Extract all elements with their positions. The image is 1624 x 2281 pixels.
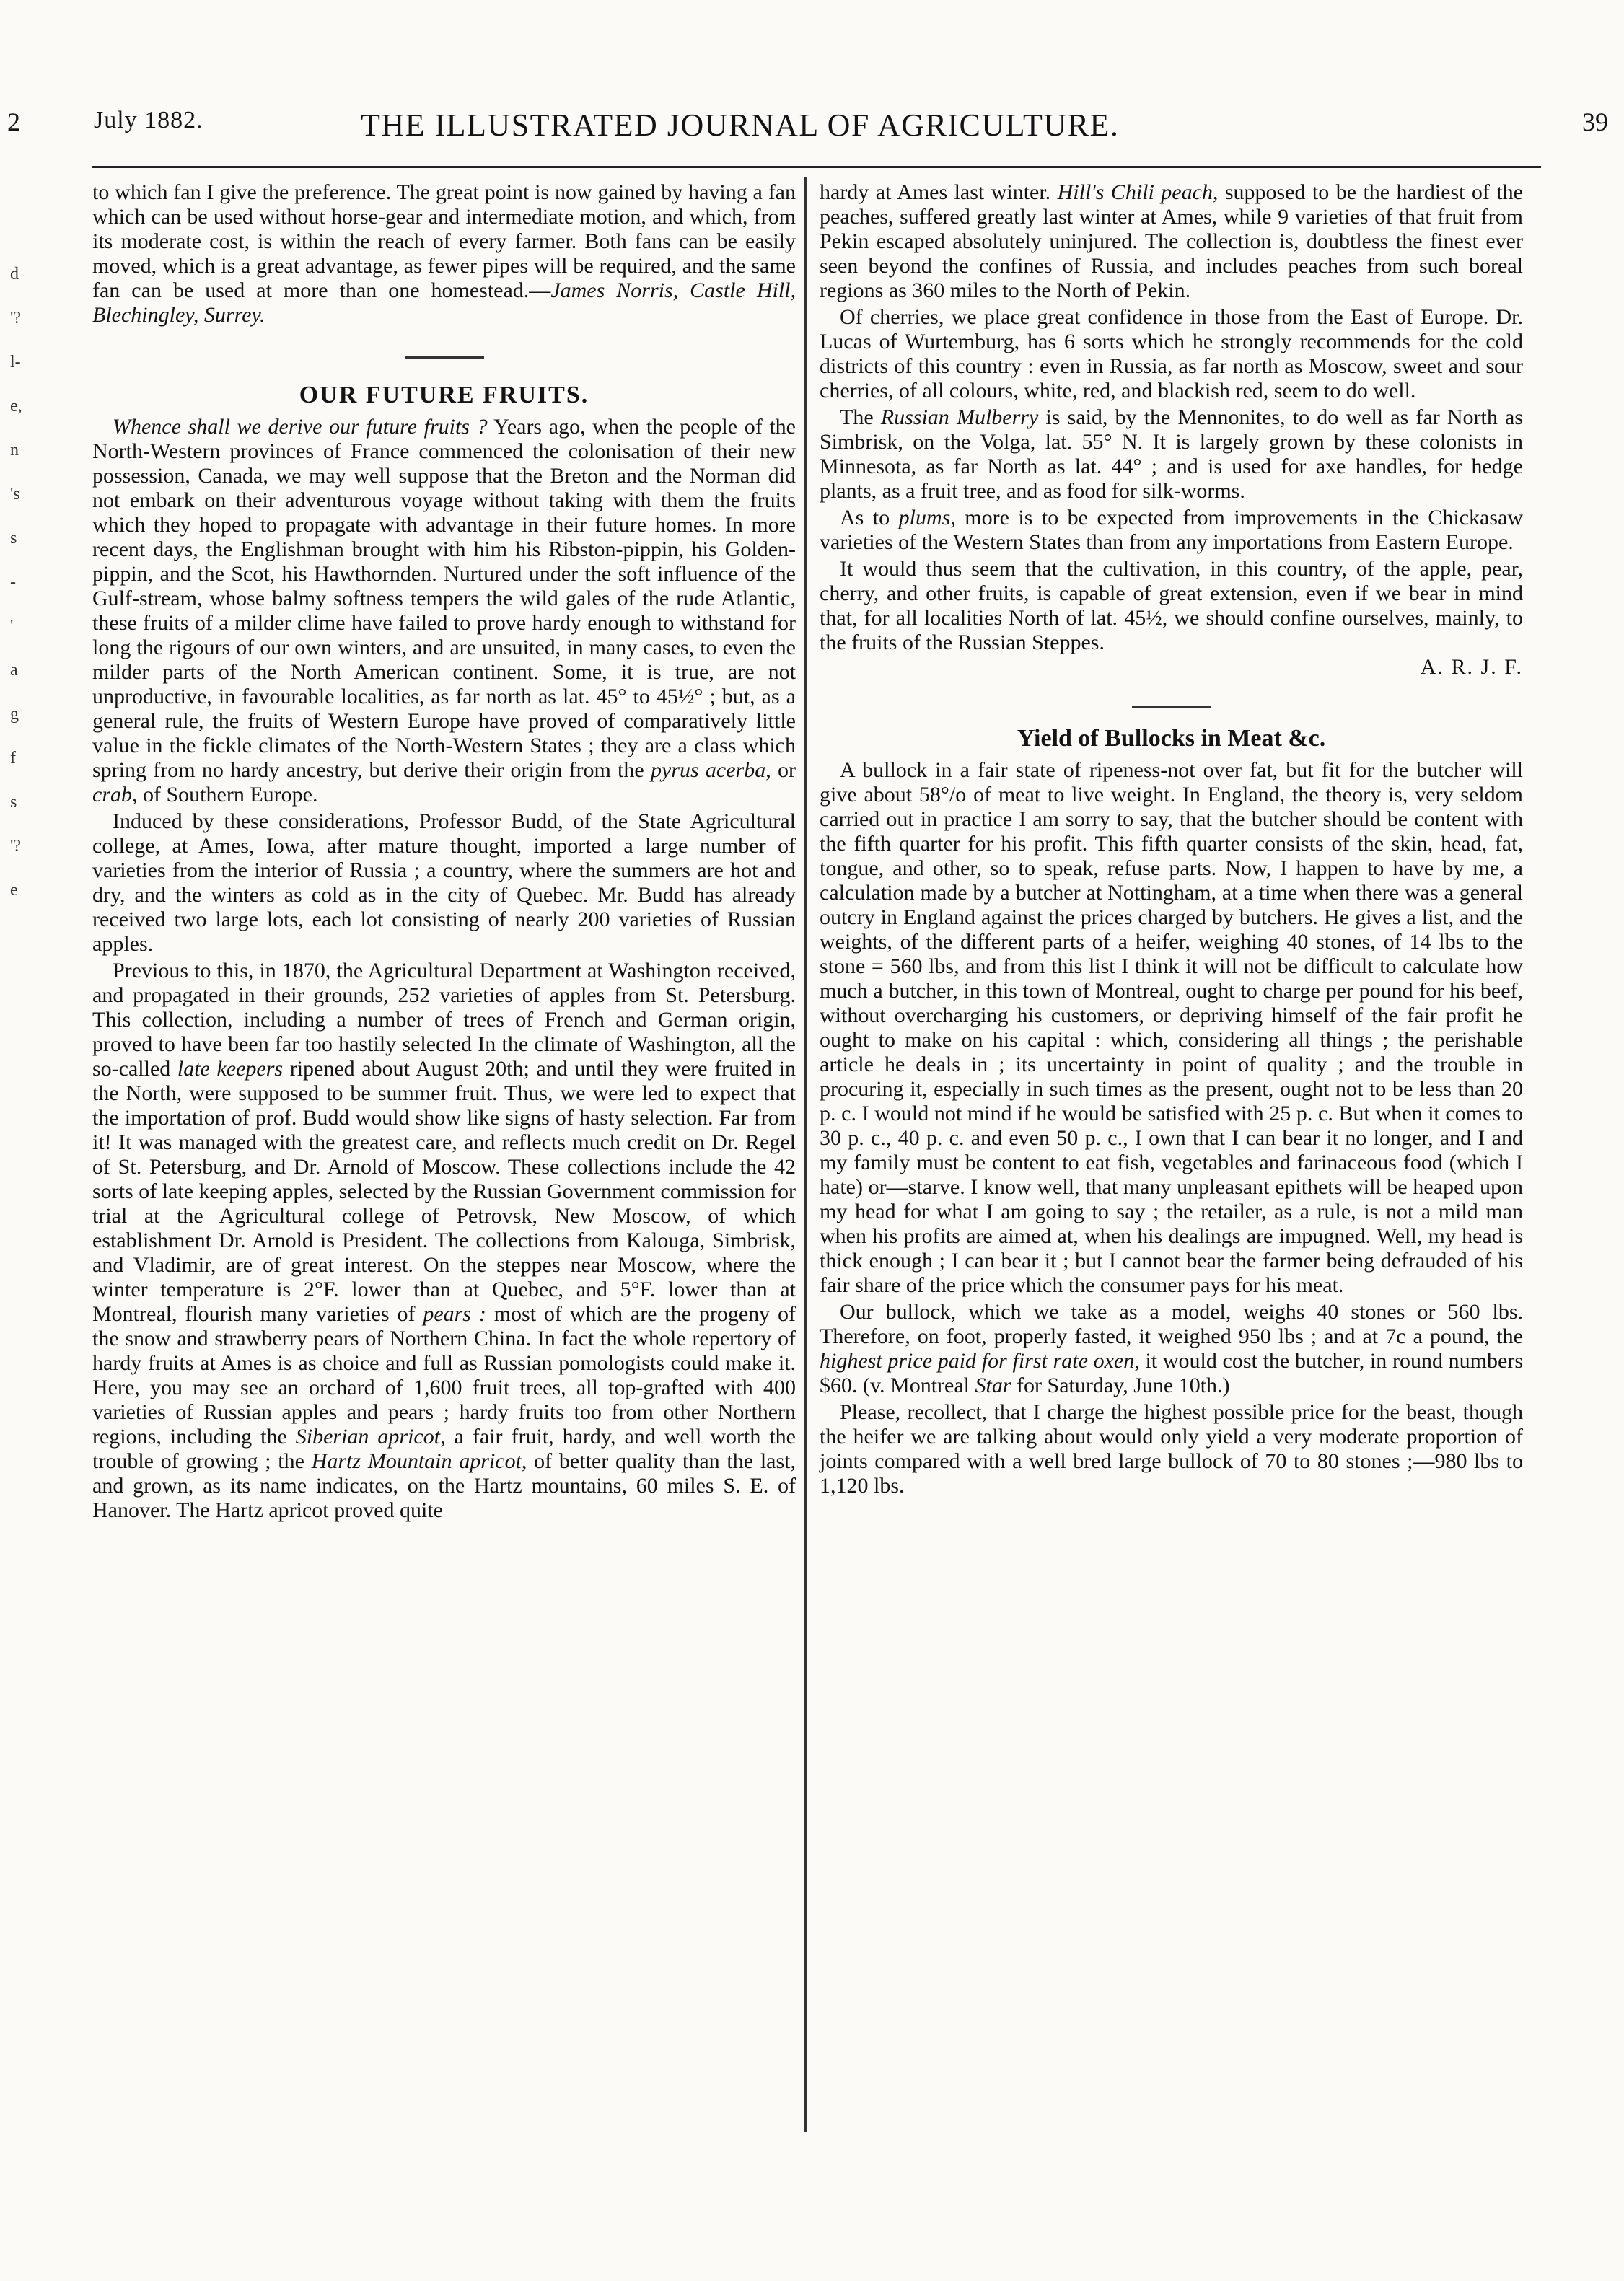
article-heading: Yield of Bullocks in Meat &c. [1017,725,1326,752]
margin-fragment: e [10,881,18,900]
margin-fragment: f [10,749,16,768]
margin-fragment: d [10,265,19,284]
page-header [0,107,1624,150]
margin-fragment: '? [10,837,21,856]
margin-fragment: l- [10,353,21,372]
page-number: 39 [1582,107,1608,136]
header-date: July 1882. [94,107,203,133]
margin-fragment: n [10,441,19,460]
paragraph: Induced by these considerations, Professor Budd, of the State Agricultural college, at Ames, Iowa, after mature thought, imported a large number of varieties from the interior of Russia ; a country, where the summers are hot and dry, and the winters as cold as in the city of Quebec. Mr. Budd has already received two large lots, each lot consisting of nearly 200 varieties of Russian apples. [92,809,796,956]
paragraph: hardy at Ames last winter. Hill's Chili peach, supposed to be the hardiest of the peaches, suffered greatly last winter at Ames, while 9 varieties of that fruit from Pekin escaped absolutely uninjured. The collection is, doubtless the finest ever seen beyond the confines of Russia, and includes peaches from such boreal regions as 360 miles to the North of Pekin. [820,180,1524,302]
margin-fragments [10,252,32,913]
paragraph: Previous to this, in 1870, the Agricultural Department at Washington received, and propagated in their grounds, 252 varieties of apples from St. Petersburg. This collection, including a number of trees of French and German origin, proved to have been far too hastily selected In the climate of Washington, all the so-called late keepers ripened about August 20th; and until they were fruited in the North, were supposed to be summer fruit. Thus, we were led to expect that the importation of prof. Budd would show like signs of hasty selection. Far from it! It was managed with the greatest care, and reflects much credit on Dr. Regel of St. Petersburg, and Dr. Arnold of Moscow. These collections include the 42 sorts of late keeping apples, selected by the Russian Government commission for trial at the Agricultural college of Petrovsk, New Moscow, of which establishment Dr. Arnold is President. The collections from Kalouga, Simbrisk, and Vladimir, are of great interest. On the steppes near Moscow, where the winter temperature is 2°F. lower than at Quebec, and 5°F. lower than at Montreal, flourish many varieties of pears : most of which are the progeny of the snow and strawberry pears of Northern China. In fact the whole repertory of hardy fruits at Ames is as choice and full as Russian pomologists could make it. Here, you may see an orchard of 1,600 fruit trees, all top-grafted with 400 varieties of Russian apples and pears ; hardy fruits too from other Northern regions, including the Siberian apricot, a fair fruit, hardy, and well worth the trouble of growing ; the Hartz Mountain apricot, of better quality than the last, and grown, as its name indicates, on the Hartz mountains, 60 miles S. E. of Hanover. The Hartz apricot proved quite [92,959,796,1522]
margin-fragment: e, [10,397,22,416]
paragraph: A bullock in a fair state of ripeness-not over fat, but fit for the butcher will give about 58°/o of meat to live weight. In England, the theory is, very seldom carried out in practice I am sorry to say, that the butcher should be content with the fifth quarter for his profit. This fifth quarter consists of the skin, head, fat, tongue, and other, so to speak, refuse parts. Now, I happen to have by me, a calculation made by a butcher at Nottingham, at a time when there was a general outcry in England against the prices charged by butchers. He gives a list, and the weights, of the different parts of a heifer, weighing 40 stones, of 14 lbs to the stone = 560 lbs, and from this list I think it will not be difficult to calculate how much a butcher, in this town of Montreal, ought to charge per pound for his beef, without overcharging his customers, or depriving himself of the fair profit he ought to make on his capital : which, considering all things ; the perishable article he deals in ; its uncertainty in point of quality ; and the trouble in procuring it, especially in such times as the present, ought not to be less than 20 p. c. I would not mind if he would be satisfied with 25 p. c. But when it comes to 30 p. c., 40 p. c. and even 50 p. c., I own that I can bear it no longer, and I and my family must be content to eat fish, vegetables and farinaceous food (which I hate) or—starve. I know well, that many unpleasant epithets will be heaped upon my head for what I am going to say ; the retailer, as a rule, is not a mild man when his profits are aimed at, when his dealings are impugned. Well, my head is thick enough ; I can bear it ; but I cannot bear the farmer being defrauded of his fair share of the price which the consumer pays for his meat. [820,758,1523,1297]
paragraph: to which fan I give the preference. The great point is now gained by having a fan which can be used without horse-gear and intermediate motion, and which, from its moderate cost, is within the reach of every farmer. Both fans can be easily moved, which is a great advantage, as fewer pipes will be required, and the same fan can be used at more than one homestead.—James Norris, Castle Hill, Blechingley, Surrey. [92,180,796,327]
journal-title: THE ILLUSTRATED JOURNAL OF AGRICULTURE. [361,107,1120,143]
margin-fragment: g [10,705,19,724]
section-rule [1132,706,1211,708]
paragraph: The Russian Mulberry is said, by the Mennonites, to do well as far North as Simbrisk, on the Volga, lat. 55° N. It is largely grown by these colonists in Minnesota, as far North as lat. 44° ; and is used for axe handles, for hedge plants, as a fruit tree, and as food for silk-worms. [820,405,1523,503]
column-divider [804,177,807,2132]
margin-fragment: 's [10,485,20,504]
left-column [92,180,796,1525]
right-column [820,180,1523,1500]
margin-fragment: '? [10,309,21,328]
margin-fragment: a [10,661,18,680]
margin-fragment: - [10,573,16,592]
paragraph: It would thus seem that the cultivation, in this country, of the apple, pear, cherry, and other fruits, is capable of great extension, even if we bear in mind that, for all localities North of lat. 45½, we should confine ourselves, mainly, to the fruits of the Russian Steppes. A. R. J. F. [820,557,1523,679]
paragraph: Of cherries, we place great confidence in those from the East of Europe. Dr. Lucas of Wurtemburg, has 6 sorts which he strongly recommends for the cold districts of this country : even in Russia, as far north as Moscow, sweet and sour cherries, of all colours, white, red, and blackish red, seem to do well. [820,305,1523,403]
signature: James Norris, Castle Hill, Blechingley, Surrey. [92,278,796,327]
header-rule [92,166,1541,168]
margin-fragment: s [10,793,17,812]
section-rule [405,356,484,359]
edge-mark: 2 [7,107,20,136]
margin-fragment: s [10,529,17,548]
paragraph: Please, recollect, that I charge the highest possible price for the beast, though the heifer we are talking about would only yield a very moderate proportion of joints compared with a well bred large bullock of 70 to 80 stones ;—980 lbs to 1,120 lbs. [820,1400,1523,1498]
margin-fragment: ' [10,617,14,636]
article-heading: OUR FUTURE FRUITS. [299,382,589,408]
paragraph: As to plums, more is to be expected from improvements in the Chickasaw varieties of the Western States than from any importations from Eastern Europe. [820,506,1523,554]
signature: A. R. J. F. [1420,655,1523,679]
paragraph: Whence shall we derive our future fruits ? Years ago, when the people of the North-Western provinces of France commenced the colonisation of their new possession, Canada, we may well suppose that the Breton and the Norman did not embark on their adventurous voyage without taking with them the fruits which they hoped to propagate with advantage in their future homes. In more recent days, the Englishman brought with him his Ribston-pippin, his Golden-pippin, and the Scot, his Hawthornden. Nurtured under the soft influence of the Gulf-stream, whose balmy softness tempers the wild gales of the rude Atlantic, these fruits of a milder clime have failed to prove hardy enough to withstand for long the rigours of our own winters, and are unsuited, in many cases, to even the milder parts of the North American continent. Some, it is true, are not unproductive, in favourable localities, as far north as lat. 45° to 45½° ; but, as a general rule, the fruits of Western Europe have proved of comparatively little value in the fickle climates of the North-Western States ; they are a class which spring from no hardy ancestry, but derive their origin from the pyrus acerba, or crab, of Southern Europe. [92,415,796,807]
paragraph: Our bullock, which we take as a model, weighs 40 stones or 560 lbs. Therefore, on foot, properly fasted, it weighed 950 lbs ; and at 7c a pound, the highest price paid for first rate oxen, it would cost the butcher, in round numbers $60. (v. Montreal Star for Saturday, June 10th.) [820,1300,1523,1397]
